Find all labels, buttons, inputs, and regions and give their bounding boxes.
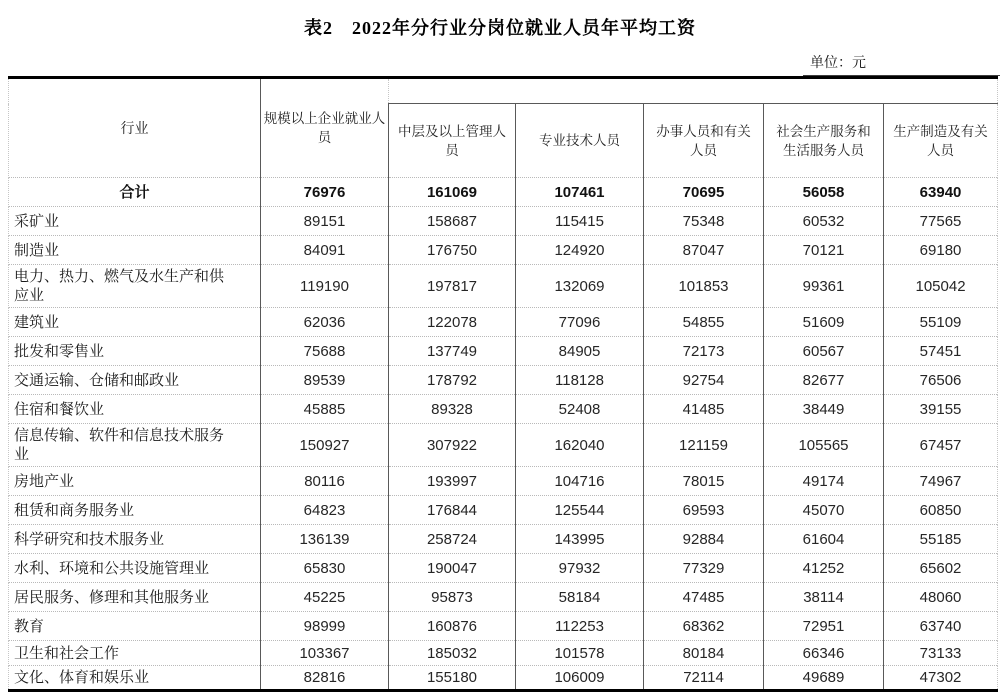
value-cell: 47485 <box>644 583 764 612</box>
value-cell: 66346 <box>764 641 884 666</box>
value-cell: 99361 <box>764 265 884 308</box>
value-cell: 197817 <box>389 265 516 308</box>
value-cell: 45070 <box>764 496 884 525</box>
value-cell: 258724 <box>389 525 516 554</box>
table-row <box>9 366 998 395</box>
table-row <box>9 265 998 308</box>
table-row <box>9 666 998 691</box>
industry-cell: 卫生和社会工作 <box>9 641 261 666</box>
value-cell: 158687 <box>389 207 516 236</box>
value-cell: 97932 <box>516 554 644 583</box>
header-sub-service: 社会生产服务和生活服务人员 <box>764 104 884 178</box>
value-cell: 106009 <box>516 666 644 691</box>
value-cell: 47302 <box>884 666 998 691</box>
wage-table <box>8 76 998 692</box>
industry-cell: 科学研究和技术服务业 <box>9 525 261 554</box>
header-row-top <box>9 78 998 104</box>
table-row <box>9 467 998 496</box>
value-cell: 80184 <box>644 641 764 666</box>
value-cell: 307922 <box>389 424 516 467</box>
industry-cell: 房地产业 <box>9 467 261 496</box>
value-cell: 61604 <box>764 525 884 554</box>
header-sub-clerical: 办事人员和有关人员 <box>644 104 764 178</box>
value-cell: 121159 <box>644 424 764 467</box>
value-cell: 137749 <box>389 337 516 366</box>
value-cell: 60850 <box>884 496 998 525</box>
value-cell: 76506 <box>884 366 998 395</box>
industry-cell: 制造业 <box>9 236 261 265</box>
value-cell: 84905 <box>516 337 644 366</box>
header-sub-technical: 专业技术人员 <box>516 104 644 178</box>
value-cell: 41485 <box>644 395 764 424</box>
value-cell: 65830 <box>261 554 389 583</box>
value-cell: 62036 <box>261 308 389 337</box>
value-cell: 70695 <box>644 178 764 207</box>
value-cell: 63940 <box>884 178 998 207</box>
value-cell: 176844 <box>389 496 516 525</box>
value-cell: 67457 <box>884 424 998 467</box>
value-cell: 82816 <box>261 666 389 691</box>
table-row <box>9 641 998 666</box>
industry-cell: 建筑业 <box>9 308 261 337</box>
value-cell: 105565 <box>764 424 884 467</box>
table-row <box>9 178 998 207</box>
value-cell: 136139 <box>261 525 389 554</box>
value-cell: 77565 <box>884 207 998 236</box>
industry-cell: 水利、环境和公共设施管理业 <box>9 554 261 583</box>
table-row <box>9 612 998 641</box>
value-cell: 75348 <box>644 207 764 236</box>
value-cell: 101853 <box>644 265 764 308</box>
value-cell: 51609 <box>764 308 884 337</box>
value-cell: 101578 <box>516 641 644 666</box>
value-cell: 132069 <box>516 265 644 308</box>
industry-cell: 租赁和商务服务业 <box>9 496 261 525</box>
value-cell: 72173 <box>644 337 764 366</box>
value-cell: 39155 <box>884 395 998 424</box>
table-title: 表2 2022年分行业分岗位就业人员年平均工资 <box>304 18 696 38</box>
value-cell: 70121 <box>764 236 884 265</box>
value-cell: 48060 <box>884 583 998 612</box>
value-cell: 89151 <box>261 207 389 236</box>
value-cell: 190047 <box>389 554 516 583</box>
header-total-employees: 规模以上企业就业人员 <box>261 78 389 178</box>
table-row <box>9 496 998 525</box>
value-cell: 143995 <box>516 525 644 554</box>
value-cell: 98999 <box>261 612 389 641</box>
industry-cell: 交通运输、仓储和邮政业 <box>9 366 261 395</box>
value-cell: 75688 <box>261 337 389 366</box>
table-row <box>9 308 998 337</box>
value-cell: 69180 <box>884 236 998 265</box>
industry-cell: 信息传输、软件和信息技术服务业 <box>9 424 261 467</box>
industry-cell: 批发和零售业 <box>9 337 261 366</box>
value-cell: 72951 <box>764 612 884 641</box>
value-cell: 124920 <box>516 236 644 265</box>
table-row <box>9 554 998 583</box>
value-cell: 63740 <box>884 612 998 641</box>
header-sub-production: 生产制造及有关人员 <box>884 104 998 178</box>
unit-label: 单位：元 <box>803 43 1000 76</box>
value-cell: 80116 <box>261 467 389 496</box>
value-cell: 82677 <box>764 366 884 395</box>
table-body <box>9 178 998 691</box>
value-cell: 104716 <box>516 467 644 496</box>
table-header <box>9 78 998 178</box>
value-cell: 122078 <box>389 308 516 337</box>
industry-cell: 采矿业 <box>9 207 261 236</box>
value-cell: 45885 <box>261 395 389 424</box>
value-cell: 119190 <box>261 265 389 308</box>
value-cell: 49689 <box>764 666 884 691</box>
value-cell: 77329 <box>644 554 764 583</box>
table-row <box>9 337 998 366</box>
value-cell: 72114 <box>644 666 764 691</box>
value-cell: 193997 <box>389 467 516 496</box>
value-cell: 176750 <box>389 236 516 265</box>
value-cell: 73133 <box>884 641 998 666</box>
header-empty-strip <box>389 78 998 104</box>
value-cell: 60567 <box>764 337 884 366</box>
industry-cell: 文化、体育和娱乐业 <box>9 666 261 691</box>
value-cell: 55185 <box>884 525 998 554</box>
value-cell: 65602 <box>884 554 998 583</box>
value-cell: 87047 <box>644 236 764 265</box>
value-cell: 56058 <box>764 178 884 207</box>
value-cell: 52408 <box>516 395 644 424</box>
value-cell: 76976 <box>261 178 389 207</box>
value-cell: 78015 <box>644 467 764 496</box>
value-cell: 41252 <box>764 554 884 583</box>
value-cell: 161069 <box>389 178 516 207</box>
table-row <box>9 583 998 612</box>
value-cell: 103367 <box>261 641 389 666</box>
value-cell: 89539 <box>261 366 389 395</box>
value-cell: 125544 <box>516 496 644 525</box>
value-cell: 92884 <box>644 525 764 554</box>
value-cell: 45225 <box>261 583 389 612</box>
value-cell: 38449 <box>764 395 884 424</box>
value-cell: 49174 <box>764 467 884 496</box>
table-row <box>9 395 998 424</box>
value-cell: 150927 <box>261 424 389 467</box>
value-cell: 185032 <box>389 641 516 666</box>
value-cell: 69593 <box>644 496 764 525</box>
value-cell: 95873 <box>389 583 516 612</box>
industry-cell: 教育 <box>9 612 261 641</box>
value-cell: 84091 <box>261 236 389 265</box>
industry-cell: 住宿和餐饮业 <box>9 395 261 424</box>
industry-cell: 合计 <box>9 178 261 207</box>
value-cell: 107461 <box>516 178 644 207</box>
value-cell: 68362 <box>644 612 764 641</box>
value-cell: 60532 <box>764 207 884 236</box>
value-cell: 55109 <box>884 308 998 337</box>
value-cell: 162040 <box>516 424 644 467</box>
table-row <box>9 424 998 467</box>
industry-cell: 电力、热力、燃气及水生产和供应业 <box>9 265 261 308</box>
value-cell: 58184 <box>516 583 644 612</box>
value-cell: 160876 <box>389 612 516 641</box>
header-sub-managers: 中层及以上管理人员 <box>389 104 516 178</box>
table-row <box>9 525 998 554</box>
value-cell: 57451 <box>884 337 998 366</box>
value-cell: 74967 <box>884 467 998 496</box>
value-cell: 64823 <box>261 496 389 525</box>
value-cell: 155180 <box>389 666 516 691</box>
industry-cell: 居民服务、修理和其他服务业 <box>9 583 261 612</box>
value-cell: 178792 <box>389 366 516 395</box>
value-cell: 112253 <box>516 612 644 641</box>
header-industry: 行业 <box>9 78 261 178</box>
table-row <box>9 207 998 236</box>
value-cell: 92754 <box>644 366 764 395</box>
value-cell: 118128 <box>516 366 644 395</box>
table-row <box>9 236 998 265</box>
value-cell: 89328 <box>389 395 516 424</box>
value-cell: 115415 <box>516 207 644 236</box>
value-cell: 38114 <box>764 583 884 612</box>
value-cell: 105042 <box>884 265 998 308</box>
value-cell: 54855 <box>644 308 764 337</box>
value-cell: 77096 <box>516 308 644 337</box>
